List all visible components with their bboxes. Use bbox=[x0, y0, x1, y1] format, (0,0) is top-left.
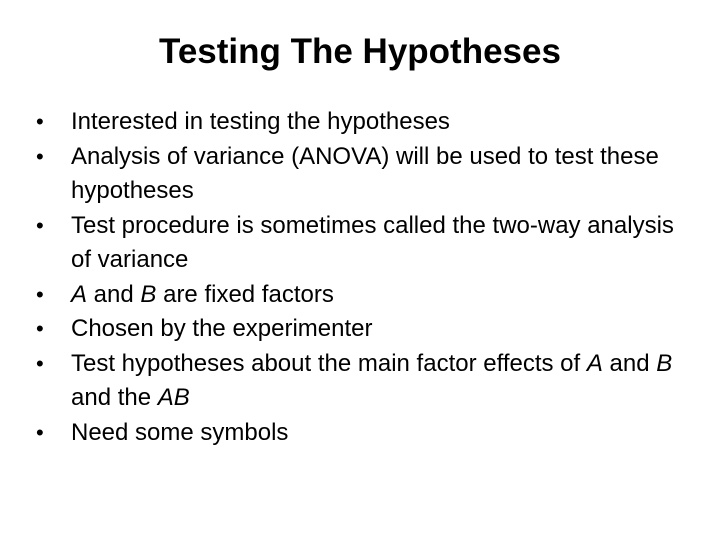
bullet-text: Interested in testing the hypotheses bbox=[71, 108, 450, 135]
bullet-text-and: and bbox=[602, 349, 657, 377]
bullet-item-main-effects bbox=[36, 347, 686, 416]
bullet-text: Chosen by the experimenter bbox=[71, 315, 373, 342]
bullet-item-chosen bbox=[36, 312, 686, 347]
factor-b-symbol: B bbox=[140, 280, 157, 308]
bullet-text-and: and bbox=[87, 280, 141, 308]
bullet-text: Test procedure is sometimes called the two-way analysis of variance bbox=[71, 211, 674, 273]
factor-b-symbol: B bbox=[656, 349, 673, 377]
slide-title: Testing The Hypotheses bbox=[159, 32, 561, 71]
interaction-ab-symbol: AB bbox=[157, 384, 190, 411]
bullet-text: Need some symbols bbox=[71, 418, 289, 446]
factor-a-symbol: A bbox=[71, 280, 88, 308]
bullet-list bbox=[36, 105, 686, 450]
bullet-marker: • bbox=[36, 419, 44, 445]
bullet-item-fixed-factors bbox=[36, 278, 686, 313]
factor-a-symbol: A bbox=[586, 349, 603, 377]
bullet-item-interested bbox=[36, 105, 686, 140]
bullet-text-rest: are fixed factors bbox=[156, 280, 334, 308]
bullet-marker: • bbox=[36, 212, 44, 238]
bullet-marker: • bbox=[36, 109, 44, 134]
bullet-marker: • bbox=[36, 143, 44, 169]
bullet-item-anova bbox=[36, 140, 686, 209]
bullet-marker: • bbox=[36, 281, 44, 307]
bullet-item-two-way bbox=[36, 209, 686, 278]
bullet-text: Analysis of variance (ANOVA) will be used to test these hypotheses bbox=[71, 142, 659, 204]
bullet-text-and-the: and the bbox=[71, 384, 158, 411]
bullet-marker: • bbox=[36, 316, 44, 341]
bullet-marker: • bbox=[36, 350, 44, 376]
bullet-text-pre: Test hypotheses about the main factor effects of bbox=[71, 349, 587, 377]
bullet-item-symbols bbox=[36, 416, 686, 451]
